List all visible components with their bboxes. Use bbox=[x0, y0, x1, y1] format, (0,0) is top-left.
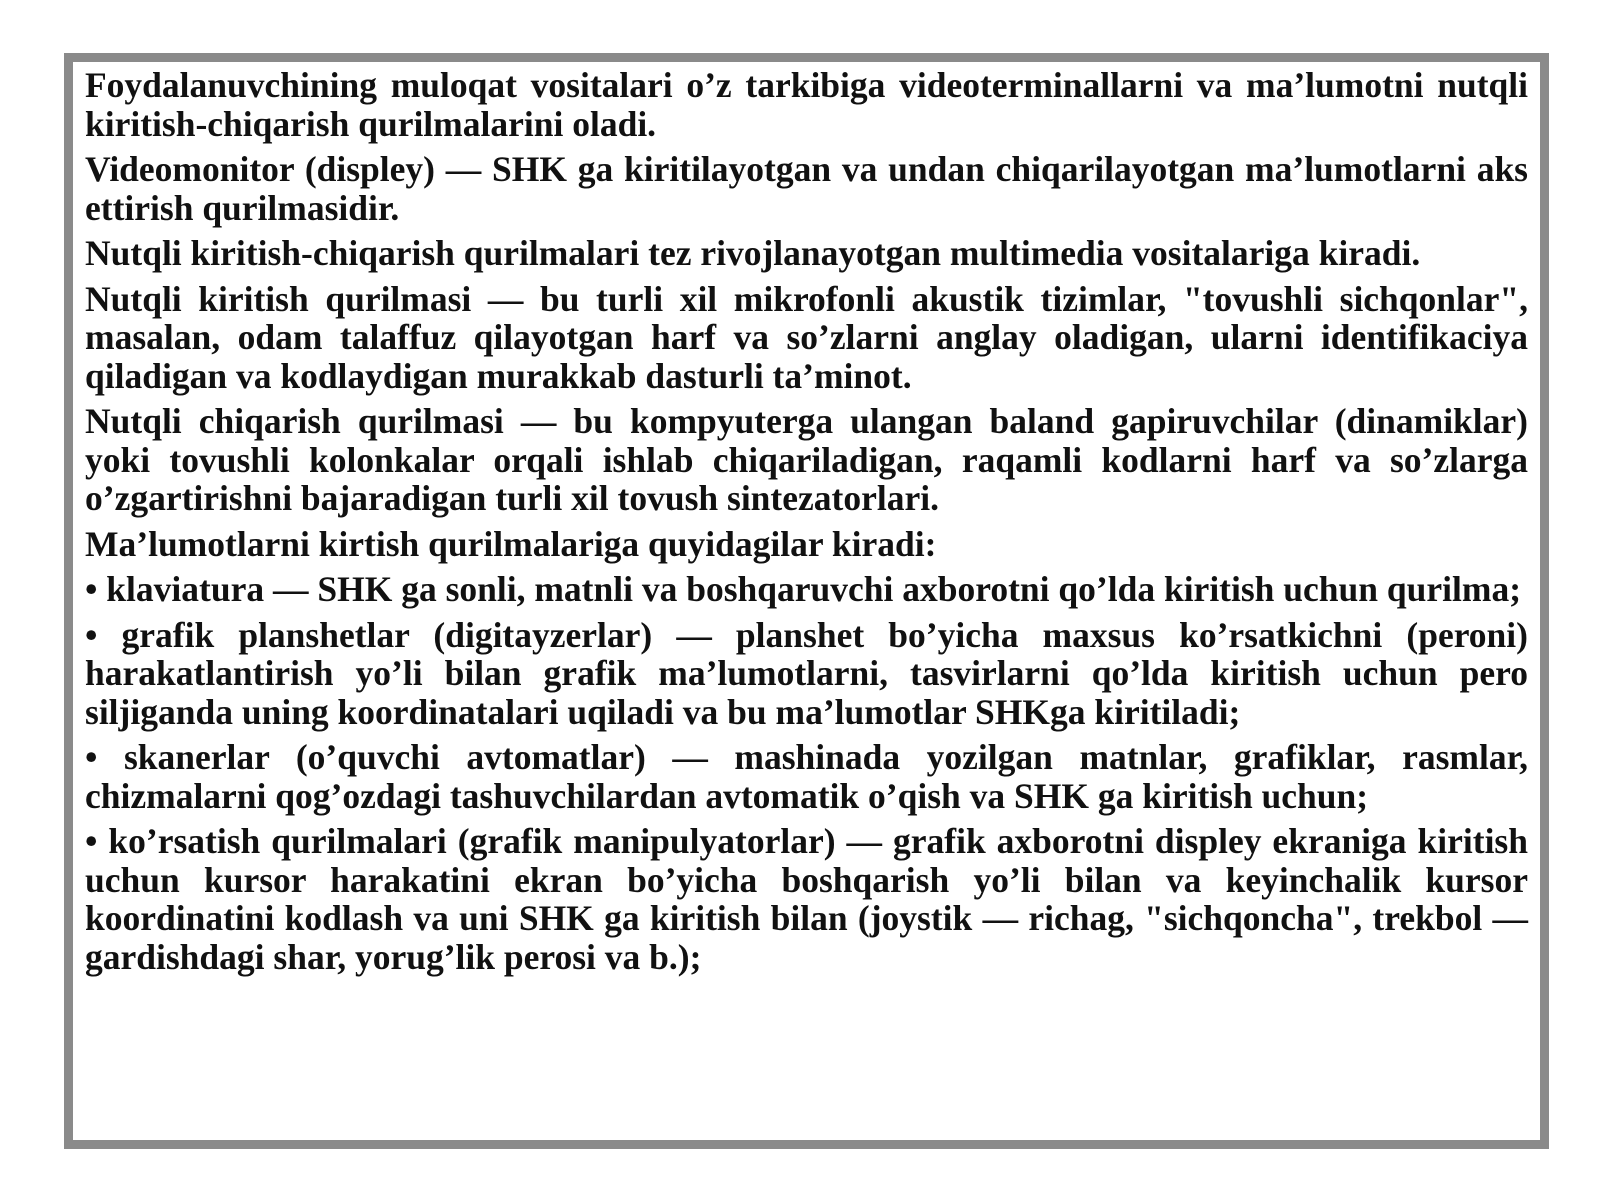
paragraph-speech-output: Nutqli chiqarish qurilmasi — bu kompyuterga ulangan baland gapiruvchilar (dinamiklar) yoki tovushli kolonkalar orqali ishlab chiqariladigan, raqamli kodlarni harf va so’zlarga o’zgartirishni bajaradigan turli xil tovush sintezatorlari. bbox=[85, 401, 1528, 518]
paragraph-speech-io: Nutqli kiritish-chiqarish qurilmalari tez rivojlanayotgan multimedia vositalariga kiradi. bbox=[85, 233, 1421, 273]
list-item-graphic-tablets: • grafik planshetlar (digitayzerlar) — planshet bo’yicha maxsus ko’rsatkichni (peroni) harakatlantirish yo’li bilan grafik ma’lumotlarni, tasvirlarni qo’lda kiritish uchun pero siljiganda uning koordinatalari uqiladi va bu ma’lumotlar SHKga kiritiladi; bbox=[85, 614, 1528, 732]
list-item-pointing-devices: • ko’rsatish qurilmalari (grafik manipulyatorlar) — grafik axborotni displey ekraniga kiritish uchun kursor harakatini ekran bo’yicha boshqarish yo’li bilan va keyinchalik kursor koordinatini kodlash va uni SHK ga kiritish bilan (joystik — richag, "sichqoncha", trekbol — gardishdagi shar, yorug’lik perosi va b.); bbox=[85, 821, 1528, 977]
paragraph-input-devices-intro: Ma’lumotlarni kirtish qurilmalariga quyidagilar kiradi: bbox=[85, 523, 937, 564]
document-body bbox=[85, 66, 1528, 1134]
paragraph-speech-input: Nutqli kiritish qurilmasi — bu turli xil mikrofonli akustik tizimlar, "tovushli sichqonlar", masalan, odam talaffuz qilayotgan harf va so’zlarni anglay oladigan, ularni identifikaciya qiladigan va kodlaydigan murakkab dasturli ta’minot. bbox=[85, 278, 1528, 396]
list-item-keyboard: • klaviatura — SHK ga sonli, matnli va boshqaruvchi axborotni qo’lda kiritish uchun qurilma; bbox=[85, 569, 1522, 609]
text-frame bbox=[64, 53, 1549, 1149]
paragraph-videomonitor: Videomonitor (displey) — SHK ga kiritilayotgan va undan chiqarilayotgan ma’lumotlarni aks ettirish qurilmasidir. bbox=[85, 149, 1528, 228]
paragraph-terminals: Foydalanuvchining muloqat vositalari o’z tarkibiga videoterminallarni va ma’lumotni nutqli kiritish-chiqarish qurilmalarini oladi. bbox=[85, 65, 1528, 144]
list-item-scanners: • skanerlar (o’quvchi avtomatlar) — mashinada yozilgan matnlar, grafiklar, rasmlar, chizmalarni qog’ozdagi tashuvchilardan avtomatik o’qish va SHK ga kiritish uchun; bbox=[85, 737, 1528, 816]
